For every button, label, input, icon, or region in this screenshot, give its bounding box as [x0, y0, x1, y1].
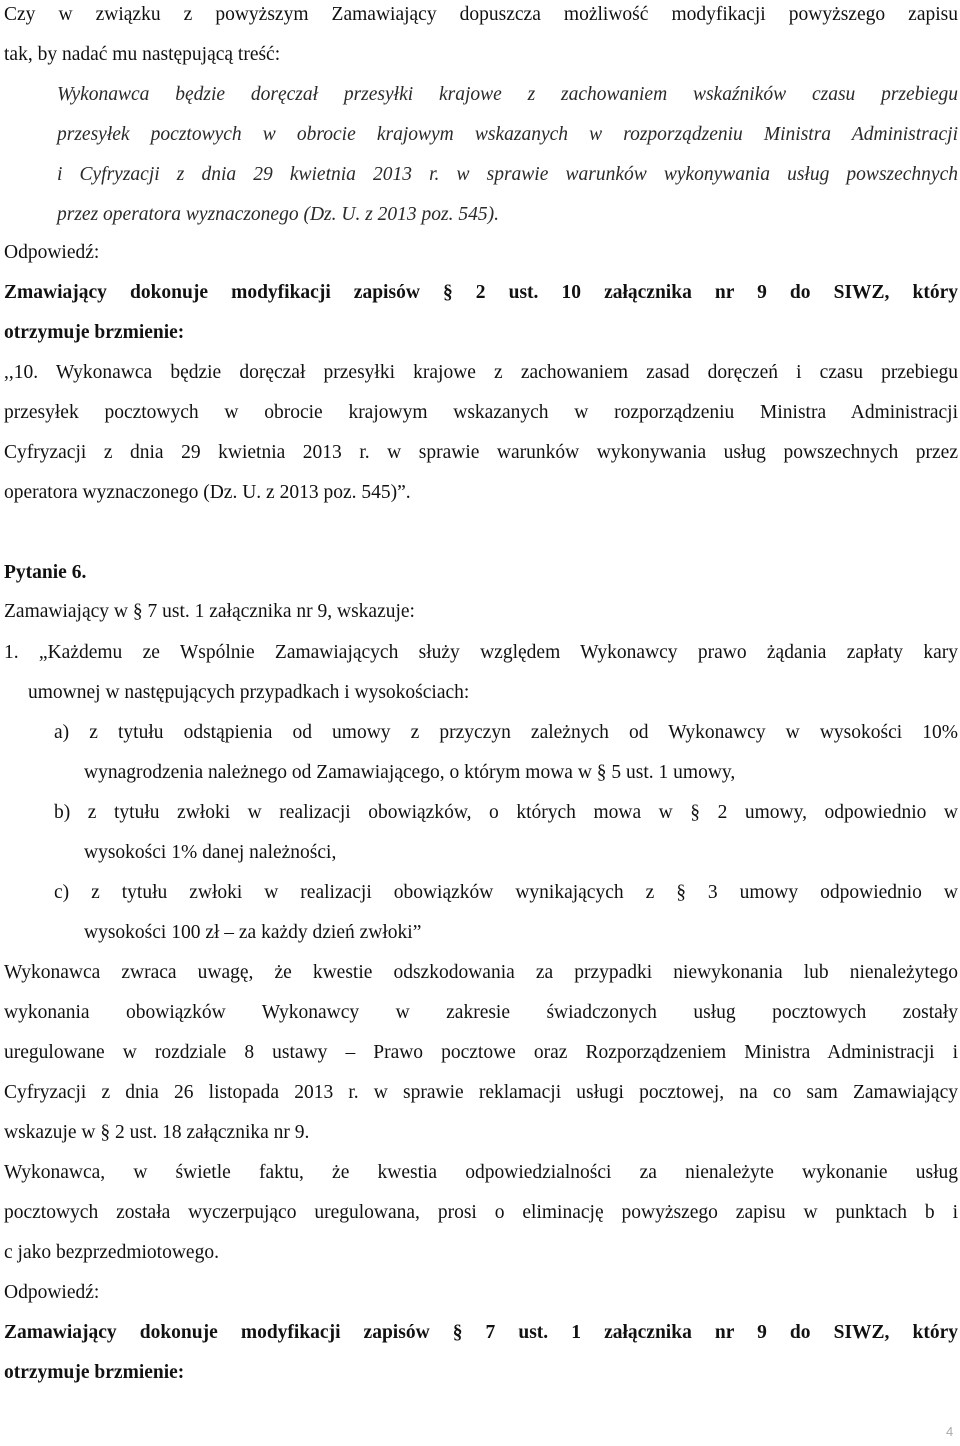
answer-line: otrzymuje brzmienie: — [4, 1362, 185, 1383]
quoted-line: przesyłek pocztowych w obrocie krajowym wskazanych w rozporządzeniu Ministra Administracji — [57, 124, 958, 145]
page-number: 4 — [946, 1424, 954, 1439]
text-line: pocztowych została wyczerpująco uregulowana, prosi o eliminację powyższego zapisu w punktach b i — [4, 1202, 958, 1223]
list-item-continued: wysokości 1% danej należności, — [84, 842, 337, 863]
text-line: przesyłek pocztowych w obrocie krajowym wskazanych w rozporządzeniu Ministra Administracji — [4, 402, 958, 423]
text-line: tak, by nadać mu następującą treść: — [4, 44, 281, 65]
text-line: Cyfryzacji z dnia 26 listopada 2013 r. w sprawie reklamacji usługi pocztowej, na co sam Zamawiający — [4, 1082, 958, 1103]
list-item: b) z tytułu zwłoki w realizacji obowiązków, o których mowa w § 2 umowy, odpowiednio w — [54, 802, 958, 823]
text-line: Wykonawca, w świetle faktu, że kwestia odpowiedzialności za nienależyte wykonanie usług — [4, 1162, 958, 1183]
answer-line: Zmawiający dokonuje modyfikacji zapisów § 2 ust. 10 załącznika nr 9 do SIWZ, który — [4, 282, 958, 303]
quoted-line: Wykonawca będzie doręczał przesyłki krajowe z zachowaniem wskaźników czasu przebiegu — [57, 84, 958, 105]
question-heading: Pytanie 6. — [4, 562, 87, 583]
answer-line: Zamawiający dokonuje modyfikacji zapisów § 7 ust. 1 załącznika nr 9 do SIWZ, który — [4, 1322, 958, 1343]
text-line: uregulowane w rozdziale 8 ustawy – Prawo pocztowe oraz Rozporządzeniem Ministra Administracji i — [4, 1042, 958, 1063]
answer-heading: Odpowiedź: — [4, 1282, 100, 1303]
text-line: wykonania obowiązków Wykonawcy w zakresie świadczonych usług pocztowych zostały — [4, 1002, 958, 1023]
list-item-continued: wysokości 100 zł – za każdy dzień zwłoki” — [84, 922, 422, 943]
text-line: operatora wyznaczonego (Dz. U. z 2013 poz. 545)”. — [4, 482, 411, 503]
quoted-line: i Cyfryzacji z dnia 29 kwietnia 2013 r. w sprawie warunków wykonywania usług powszechnych — [57, 164, 958, 185]
list-item-continued: wynagrodzenia należnego od Zamawiającego, o którym mowa w § 5 ust. 1 umowy, — [84, 762, 736, 783]
text-line: Czy w związku z powyższym Zamawiający dopuszcza możliwość modyfikacji powyższego zapisu — [4, 4, 958, 25]
text-line: Zamawiający w § 7 ust. 1 załącznika nr 9, wskazuje: — [4, 601, 415, 622]
answer-line: otrzymuje brzmienie: — [4, 322, 185, 343]
text-line: umownej w następujących przypadkach i wysokościach: — [28, 682, 470, 703]
text-line: ,,10. Wykonawca będzie doręczał przesyłki krajowe z zachowaniem zasad doręczeń i czasu przebiegu — [4, 362, 958, 383]
quoted-line: przez operatora wyznaczonego (Dz. U. z 2013 poz. 545). — [57, 204, 499, 225]
text-line: Wykonawca zwraca uwagę, że kwestie odszkodowania za przypadki niewykonania lub nienależytego — [4, 962, 958, 983]
answer-heading: Odpowiedź: — [4, 242, 100, 263]
list-item: a) z tytułu odstąpienia od umowy z przyczyn zależnych od Wykonawcy w wysokości 10% — [54, 722, 958, 743]
text-line: wskazuje w § 2 ust. 18 załącznika nr 9. — [4, 1122, 310, 1143]
text-line: 1. „Każdemu ze Wspólnie Zamawiających służy względem Wykonawcy prawo żądania zapłaty kary — [4, 642, 958, 663]
list-item: c) z tytułu zwłoki w realizacji obowiązków wynikających z § 3 umowy odpowiednio w — [54, 882, 958, 903]
text-line: Cyfryzacji z dnia 29 kwietnia 2013 r. w sprawie warunków wykonywania usług powszechnych przez — [4, 442, 958, 463]
text-line: c jako bezprzedmiotowego. — [4, 1242, 219, 1263]
